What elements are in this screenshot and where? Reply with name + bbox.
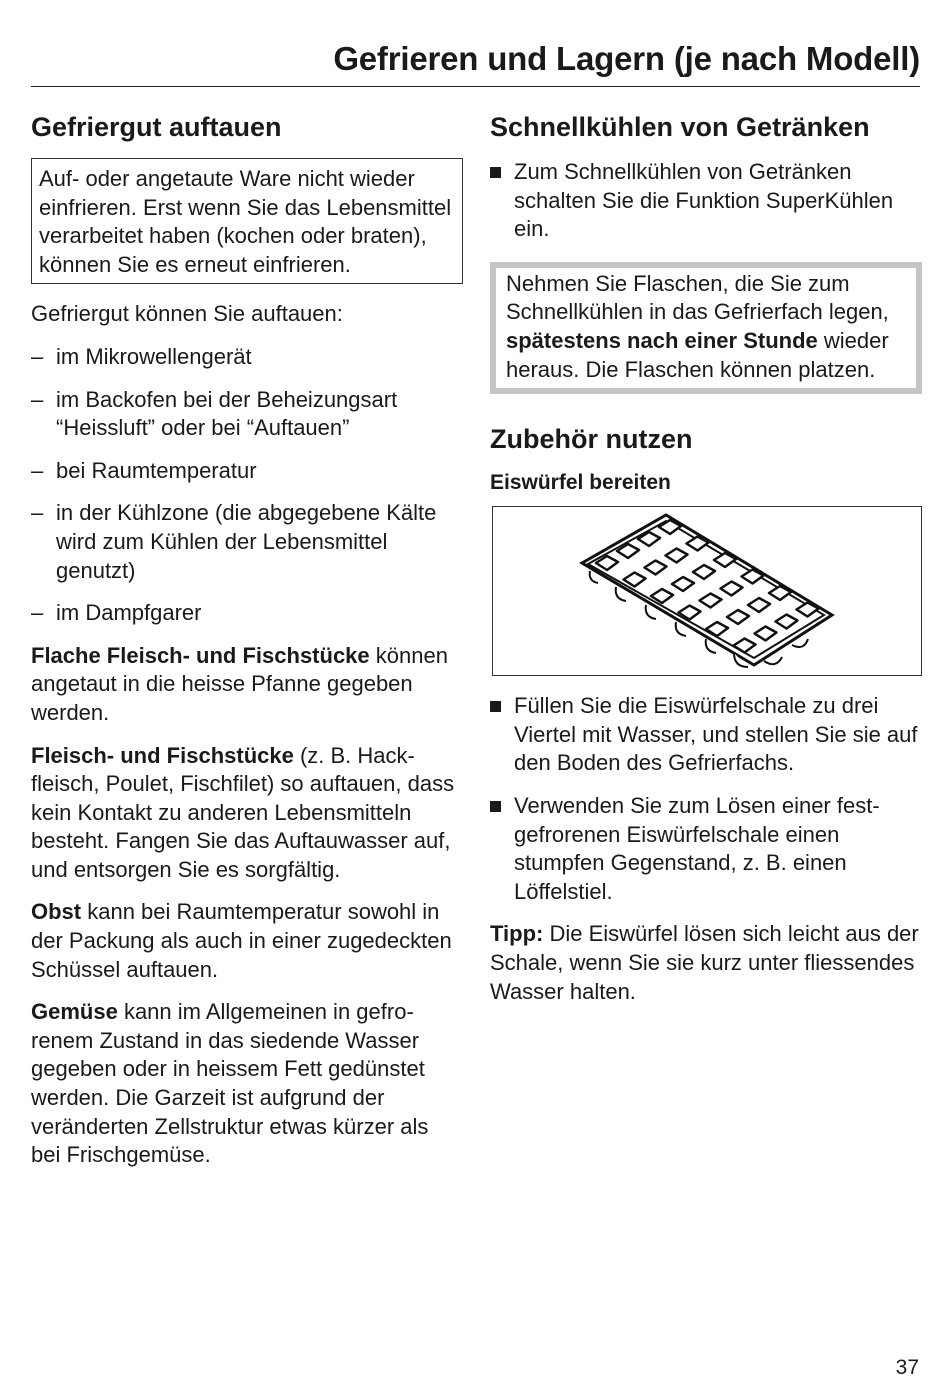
list-item: – in der Kühlzone (die abgegebene Kälte wird zum Kühlen der Lebensmittel genutzt) [31,500,437,583]
dash-bullet: – [31,386,44,412]
list-item: – bei Raumtemperatur [31,457,463,486]
page-title: Gefrieren und Lagern (je nach Modell) [333,40,920,77]
paragraph-meat-fish: Fleisch- und Fischstücke (z. B. Hackfleisch, Poulet, Fischfilet) so auftauen, dass kein Kontakt zu anderen Lebensmitteln besteht. Fangen Sie das Auftauwasser auf, und entsorgen Sie es sorgfältig. [31,742,455,882]
right-column [490,108,922,1020]
page-header [31,36,920,87]
left-column [31,108,463,1184]
square-bullet-icon [490,801,501,812]
square-bullet-icon [490,167,501,178]
paragraph-fruit: Obst kann bei Raumtemperatur sowohl in der Packung als auch in einer zugedeckten Schüssel auftauen. [31,899,452,982]
dash-bullet: – [31,343,44,369]
section-heading-thawing: Gefriergut auftauen [31,112,282,142]
list-item: – im Dampfgarer [31,599,463,628]
list-item: – im Backofen bei der Beheizungsart “Heissluft” oder bei “Auftauen” [31,386,398,441]
list-item: – im Mikrowellengerät [31,343,463,372]
ice-tray-illustration [492,506,922,676]
list-item: Füllen Sie die Eiswürfelschale zu drei Viertel mit Wasser, und stellen Sie sie auf den Boden des Gefrierfachs. [490,692,922,778]
ice-cube-tray-icon [576,511,838,671]
list-item: Zum Schnellkühlen von Getränken schalten Sie die Funktion SuperKühlen ein. [490,158,922,244]
section-heading-quick-cool: Schnellkühlen von Getränken [490,112,870,142]
paragraph-vegetables: Gemüse kann im Allgemeinen in gefrorenem Zustand in das siedende Wasser gegeben oder in heissem Fett gedünstet werden. Die Garzeit ist aufgrund der veränderten Zellstruktur etwas kürzer als bei Frischgemüse. [31,999,429,1168]
dash-bullet: – [31,457,44,483]
warning-box: Auf- oder angetaute Ware nicht wieder einfrieren. Erst wenn Sie das Lebensmittel verarbeitet haben (kochen oder braten), können Sie es erneut einfrieren. [31,158,463,284]
dash-bullet: – [31,500,44,526]
page-number: 37 [895,1356,919,1379]
square-bullet-icon [490,701,501,712]
tip-paragraph: Tipp: Die Eiswürfel lösen sich leicht aus der Schale, wenn Sie sie kurz unter fliessendes Wasser halten. [490,921,919,1004]
paragraph-flat-meat: Flache Fleisch- und Fischstücke können angetaut in die heisse Pfanne gegeben werden. [31,642,448,725]
subheading-ice-cubes: Eiswürfel bereiten [490,471,671,495]
ice-cube-steps [490,692,922,906]
thaw-methods-list [31,343,463,628]
quick-cool-list [490,158,922,244]
thaw-intro: Gefriergut können Sie auftauen: [31,301,343,327]
dash-bullet: – [31,600,44,626]
section-heading-accessories: Zubehör nutzen [490,424,693,455]
list-item: Verwenden Sie zum Lösen einer festgefrorenen Eiswürfelschale einen stumpfen Gegenstand, z. B. einen Löffelstiel. [490,792,922,906]
note-box: Nehmen Sie Flaschen, die Sie zum Schnellkühlen in das Gefrierfach legen, spätestens nach einer Stunde wieder heraus. Die Flaschen können platzen. [490,262,922,394]
